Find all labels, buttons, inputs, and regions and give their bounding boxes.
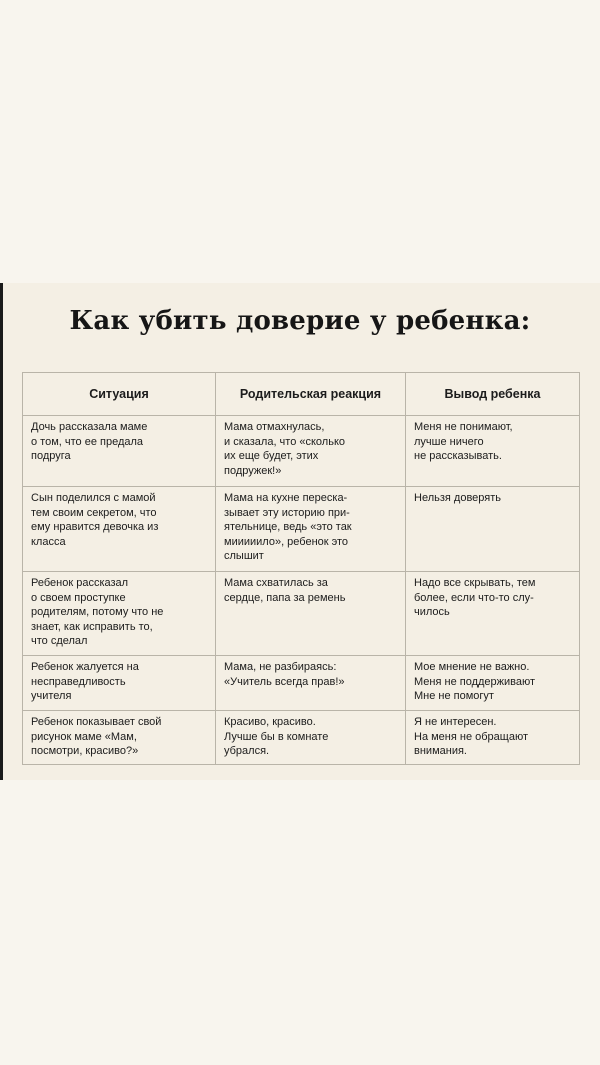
page-title: Как убить доверие у ребенка: [69,306,531,336]
table-row [23,572,580,656]
top-background [0,0,600,283]
cell-conclusion: Надо все скрывать, тем более, если что-то слу- чилось [406,572,580,656]
table-header-row [23,373,580,416]
cell-reaction: Красиво, красиво. Лучше бы в комнате убрался. [216,711,406,765]
cell-conclusion: Нельзя доверять [406,487,580,572]
header-parent-reaction: Родительская реакция [216,373,406,416]
cell-situation: Дочь рассказала маме о том, что ее предала подруга [23,416,216,487]
cell-situation: Ребенок жалуется на несправедливость учителя [23,656,216,711]
cell-reaction: Мама отмахнулась, и сказала, что «сколько их еще будет, этих подружек!» [216,416,406,487]
cell-conclusion: Мое мнение не важно. Меня не поддерживают Мне не помогут [406,656,580,711]
cell-conclusion: Меня не понимают, лучше ничего не рассказывать. [406,416,580,487]
cell-situation: Ребенок рассказал о своем проступке родителям, потому что не знает, как исправить то, что сделал [23,572,216,656]
card-left-edge [0,283,3,780]
table-row [23,416,580,487]
cell-situation: Сын поделился с мамой тем своим секретом, что ему нравится девочка из класса [23,487,216,572]
table-row [23,711,580,765]
table-row [23,487,580,572]
header-child-conclusion: Вывод ребенка [406,373,580,416]
trust-table [22,372,580,765]
cell-reaction: Мама схватилась за сердце, папа за ремень [216,572,406,656]
bottom-background [0,780,600,1065]
header-situation: Ситуация [23,373,216,416]
table-row [23,656,580,711]
cell-conclusion: Я не интересен. На меня не обращают внимания. [406,711,580,765]
cell-situation: Ребенок показывает свой рисунок маме «Мам, посмотри, красиво?» [23,711,216,765]
cell-reaction: Мама на кухне переска- зывает эту историю при- ятельнице, ведь «это так мииииило», ребенок это слышит [216,487,406,572]
cell-reaction: Мама, не разбираясь: «Учитель всегда прав!» [216,656,406,711]
